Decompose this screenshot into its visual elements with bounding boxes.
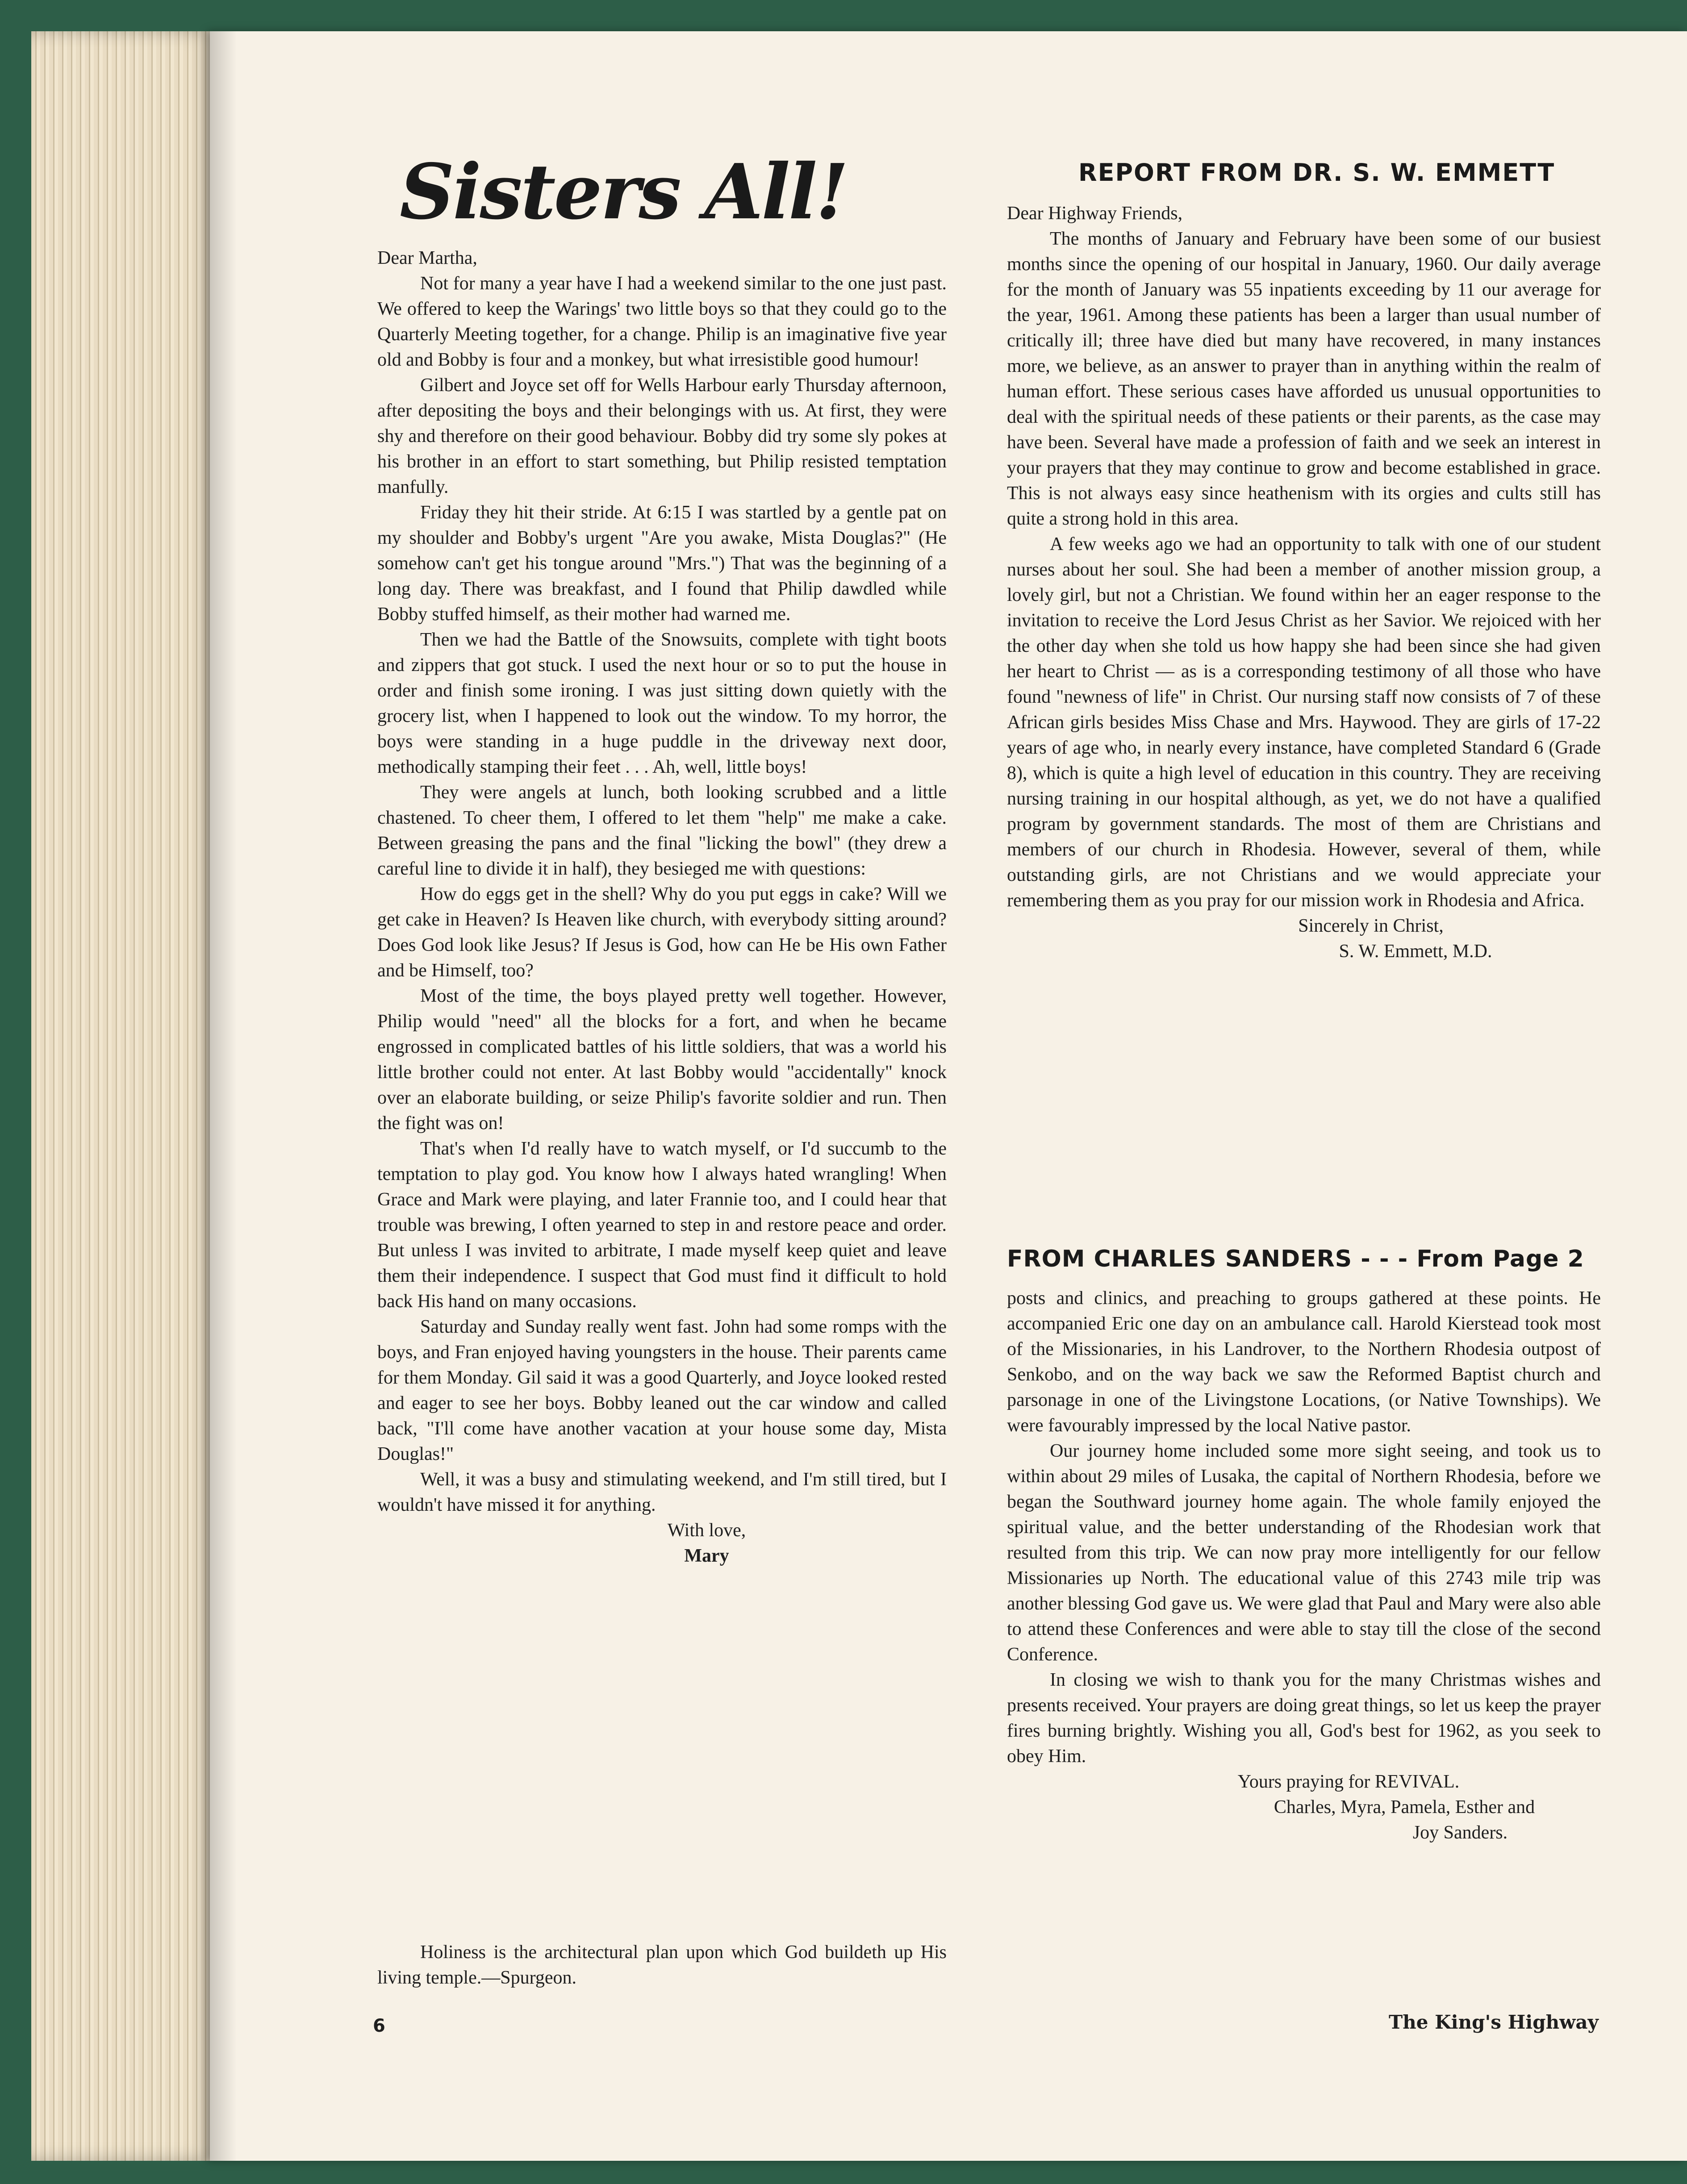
page-gutter-shadow <box>210 31 237 2161</box>
letter-paragraph: That's when I'd really have to watch myself, or I'd succumb to the temptation to play god. You know how I always hated wrangling! When Grace and Mark were playing, and later Frannie too, and I could hear that trouble was brewing, I often yearned to step in and restore peace and order. But unless I was invited to arbitrate, I made myself keep quiet and leave them their independence. I suspect that God must find it difficult to hold back His hand on many occasions. <box>377 1138 947 1312</box>
publication-title: The King's Highway <box>1389 2011 1599 2033</box>
sanders-paragraph: Our journey home included some more sight seeing, and took us to within about 29 miles of Lusaka, the capital of Northern Rhodesia, before we began the Southward journey home again. The whole family enjoyed the spiritual value, and the better understanding of the Rhodesian work that resulted from this trip. We can now pray more intelligently for our fellow Missionaries up North. The educational value of this 2743 mile trip was another blessing God gave us. We were glad that Paul and Mary were also able to attend these Conferences and were able to stay till the close of the second Conference. <box>1007 1441 1601 1665</box>
sanders-closing: Yours praying for REVIVAL. <box>1237 1771 1460 1792</box>
report-closing: Sincerely in Christ, <box>1298 916 1444 936</box>
letter-paragraph: Most of the time, the boys played pretty well together. However, Philip would "need" all the blocks for a fort, and when he became engrossed in complicated battles of his little soldiers, that was a world his little brother could not enter. At last Bobby would "accidentally" knock over an elaborate building, or seize Philip's favorite soldier and run. Then the fight was on! <box>377 986 947 1134</box>
emmett-report <box>1007 201 1601 964</box>
report-salutation: Dear Highway Friends, <box>1007 203 1183 224</box>
letter-paragraph: Friday they hit their stride. At 6:15 I was startled by a gentle pat on my shoulder and Bobby's urgent "Are you awake, Mista Douglas?" (He somehow can't get his tongue around "Mrs.") That was the beginning of a long day. There was breakfast, and I found that Philip dawdled while Bobby stuffed himself, as their mother had warned me. <box>377 502 947 625</box>
sanders-heading: FROM CHARLES SANDERS - - - From Page 2 <box>1007 1246 1584 1272</box>
letter-paragraph: Saturday and Sunday really went fast. John had some romps with the boys, and Fran enjoyed having youngsters in the house. Their parents came for them Monday. Gil said it was a good Quarterly, and Joyce looked rested and eager to see her boys. Bobby leaned out the car window and called back, "I'll come have another vacation at your house some day, Mista Douglas!" <box>377 1317 947 1464</box>
sanders-paragraph: In closing we wish to thank you for the many Christmas wishes and presents received. Your prayers are doing great things, so let us keep the prayer fires burning brightly. Wishing you all, God's best for 1962, as you seek to obey Him. <box>1007 1670 1601 1767</box>
letter-closing: With love, <box>667 1520 746 1541</box>
letter-paragraph: Then we had the Battle of the Snowsuits, complete with tight boots and zippers that got stuck. I used the next hour or so to put the house in order and finish some ironing. I was just sitting down quietly with the grocery list, when I happened to look out the window. To my horror, the boys were standing in a huge puddle in the driveway next door, methodically stamping their feet . . . Ah, well, little boys! <box>377 629 947 777</box>
sanders-paragraph: posts and clinics, and preaching to groups gathered at these points. He accompanied Eric one day on an ambulance call. Harold Kierstead took most of the Missionaries, in his Landrover, to the Northern Rhodesia outpost of Senkobo, and on the way back we saw the Reformed Baptist church and parsonage in one of the Livingstone Locations, (or Native Townships). We were favourably impressed by the local Native pastor. <box>1007 1288 1601 1436</box>
spurgeon-quote <box>377 1940 947 1991</box>
letter-paragraph: How do eggs get in the shell? Why do you put eggs in cake? Will we get cake in Heaven? Is Heaven like church, with everybody sitting around? Does God look like Jesus? If Jesus is God, how can He be His own Father and be Himself, too? <box>377 884 947 981</box>
report-signature: S. W. Emmett, M.D. <box>1339 941 1492 962</box>
sisters-all-title: Sisters All! <box>400 147 847 237</box>
sanders-signature-line1: Charles, Myra, Pamela, Esther and <box>1274 1797 1535 1817</box>
letter-paragraph: They were angels at lunch, both looking scrubbed and a little chastened. To cheer them, I offered to let them "help" me make a cake. Between greasing the pans and the final "licking the bowl" (they drew a careful line to divide it in half), they besieged me with questions: <box>377 782 947 879</box>
report-paragraph: A few weeks ago we had an opportunity to talk with one of our student nurses about her soul. She had been a member of another mission group, a lovely girl, but not a Christian. We found within her an eager response to the invitation to receive the Lord Jesus Christ as her Savior. We rejoiced with her the other day when she told us how happy she had been since she had given her heart to Christ — as is a corresponding testimony of all those who have found "newness of life" in Christ. Our nursing staff now consists of 7 of these African girls besides Miss Chase and Mrs. Haywood. They are girls of 17-22 years of age who, in nearly every instance, have completed Standard 6 (Grade 8), which is quite a high level of education in this country. They are receiving nursing training in our hospital although, as yet, we do not have a qualified program by government standards. The most of them are Christians and members of our church in Rhodesia. However, several of them, while outstanding girls, are not Christians and we would appreciate your remembering them as you pray for our mission work in Rhodesia and Africa. <box>1007 534 1601 911</box>
emmett-heading: REPORT FROM DR. S. W. EMMETT <box>1078 158 1555 187</box>
letter-paragraph: Well, it was a busy and stimulating weekend, and I'm still tired, but I wouldn't have missed it for anything. <box>377 1469 947 1515</box>
report-paragraph: The months of January and February have been some of our busiest months since the opening of our hospital in January, 1960. Our daily average for the month of January was 55 inpatients exceeding by 11 our average for the year, 1961. Among these patients has been a larger than usual number of critically ill; three have died but many have recovered, in many instances more, we believe, as an answer to prayer than in anything within the realm of human effort. These serious cases have afforded us unusual opportunities to deal with the spiritual needs of these patients or their parents, as the case may have been. Several have made a profession of faith and we seek an interest in your prayers that they may continue to grow and become established in grace. This is not always easy since heathenism with its orgies and cults still has quite a strong hold in this area. <box>1007 229 1601 529</box>
page-number: 6 <box>373 2016 385 2036</box>
quote-text: Holiness is the architectural plan upon which God buildeth up His living temple.—Spurgeon. <box>377 1942 947 1988</box>
sisters-all-letter <box>377 246 947 1569</box>
letter-paragraph: Not for many a year have I had a weekend similar to the one just past. We offered to keep the Warings' two little boys so that they could go to the Quarterly Meeting together, for a change. Philip is an imaginative five year old and Bobby is four and a monkey, but what irresistible good humour! <box>377 273 947 370</box>
sanders-signature-line2: Joy Sanders. <box>1412 1822 1508 1843</box>
letter-paragraph: Gilbert and Joyce set off for Wells Harbour early Thursday afternoon, after depositing the boys and their belongings with us. At first, they were shy and therefore on their good behaviour. Bobby did try some sly pokes at his brother in an effort to start something, but Philip resisted temptation manfully. <box>377 375 947 497</box>
letter-signature: Mary <box>684 1546 729 1566</box>
page-edges <box>31 31 219 2161</box>
sanders-letter <box>1007 1286 1601 1846</box>
letter-salutation: Dear Martha, <box>377 248 477 268</box>
